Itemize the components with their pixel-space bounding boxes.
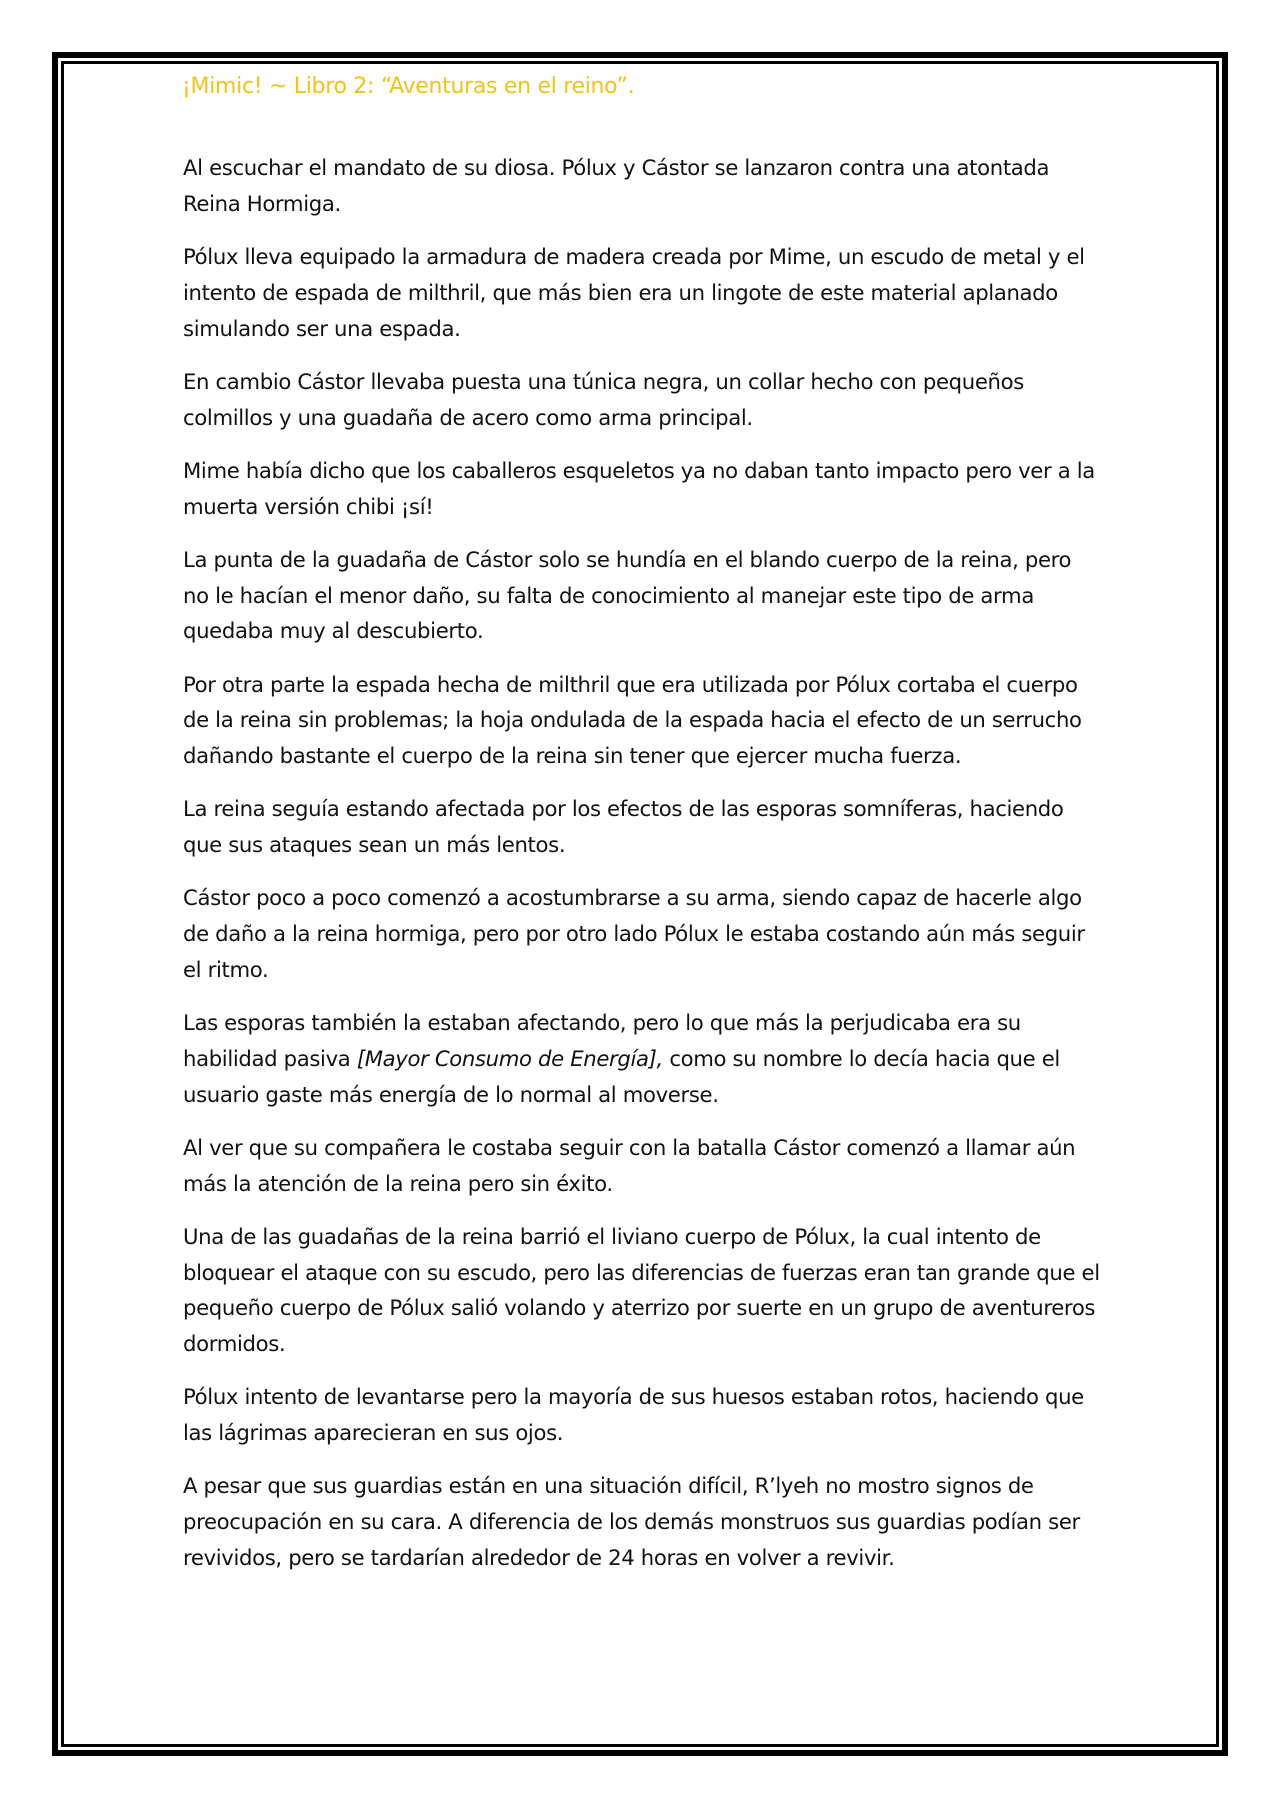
paragraph-9-text-start: Las esporas también la estaban afectando, pero lo que más la perjudicaba era su habilidad pasiva: [183, 1010, 1021, 1071]
paragraph-11: Una de las guadañas de la reina barrió el liviano cuerpo de Pólux, la cual intento de bloquear el ataque con su escudo, pero las diferencias de fuerzas eran tan grande que el pequeño cuerpo de Pólux salió volando y aterrizo por suerte en un grupo de aventureros dormidos.: [183, 1223, 1100, 1357]
paragraph-1: Al escuchar el mandato de su diosa. Pólux y Cástor se lanzaron contra una atontada Reina Hormiga.: [183, 155, 1050, 216]
paragraph-10: Al ver que su compañera le costaba seguir con la batalla Cástor comenzó a llamar aún más la atención de la reina pero sin éxito.: [183, 1134, 1076, 1196]
paragraph-3: En cambio Cástor llevaba puesta una túnica negra, un collar hecho con pequeños colmillos y una guadaña de acero como arma principal.: [183, 368, 1024, 430]
paragraph-9: [183, 1005, 1103, 1112]
paragraph-4: Mime había dicho que los caballeros esqueletos ya no daban tanto impacto pero ver a la muerta versión chibi ¡sí!: [183, 457, 1095, 519]
page-header: ¡Mimic! ~ Libro 2: “Aventuras en el reino”.: [182, 74, 635, 99]
paragraph-6: Por otra parte la espada hecha de milthril que era utilizada por Pólux cortaba el cuerpo de la reina sin problemas; la hoja ondulada de la espada hacia el efecto de un serrucho dañando bastante el cuerpo de la reina sin tener que ejercer mucha fuerza.: [183, 671, 1082, 769]
paragraph-2: Pólux lleva equipado la armadura de madera creada por Mime, un escudo de metal y el intento de espada de milthril, que más bien era un lingote de este material aplanado simulando ser una espada.: [183, 243, 1085, 341]
paragraph-8: Cástor poco a poco comenzó a acostumbrarse a su arma, siendo capaz de hacerle algo de daño a la reina hormiga, pero por otro lado Pólux le estaba costando aún más seguir el ritmo.: [183, 885, 1085, 982]
paragraph-9-text-end: como su nombre lo decía hacia que el usuario gaste más energía de lo normal al moverse.: [183, 1045, 1060, 1107]
skill-name: [Mayor Consumo de Energía],: [356, 1045, 663, 1071]
paragraph-12: Pólux intento de levantarse pero la mayoría de sus huesos estaban rotos, haciendo que las lágrimas aparecieran en sus ojos.: [183, 1384, 1084, 1446]
paragraph-7: La reina seguía estando afectada por los efectos de las esporas somníferas, haciendo que sus ataques sean un más lentos.: [183, 796, 1064, 858]
paragraph-13: A pesar que sus guardias están en una situación difícil, R’lyeh no mostro signos de preocupación en su cara. A diferencia de los demás monstruos sus guardias podían ser revividos, pero se tardarían alrededor de 24 horas en volver a revivir.: [183, 1473, 1080, 1570]
paragraph-5: La punta de la guadaña de Cástor solo se hundía en el blando cuerpo de la reina, pero no le hacían el menor daño, su falta de conocimiento al manejar este tipo de arma quedaba muy al descubierto.: [183, 546, 1072, 644]
body-text: [183, 150, 1103, 1593]
